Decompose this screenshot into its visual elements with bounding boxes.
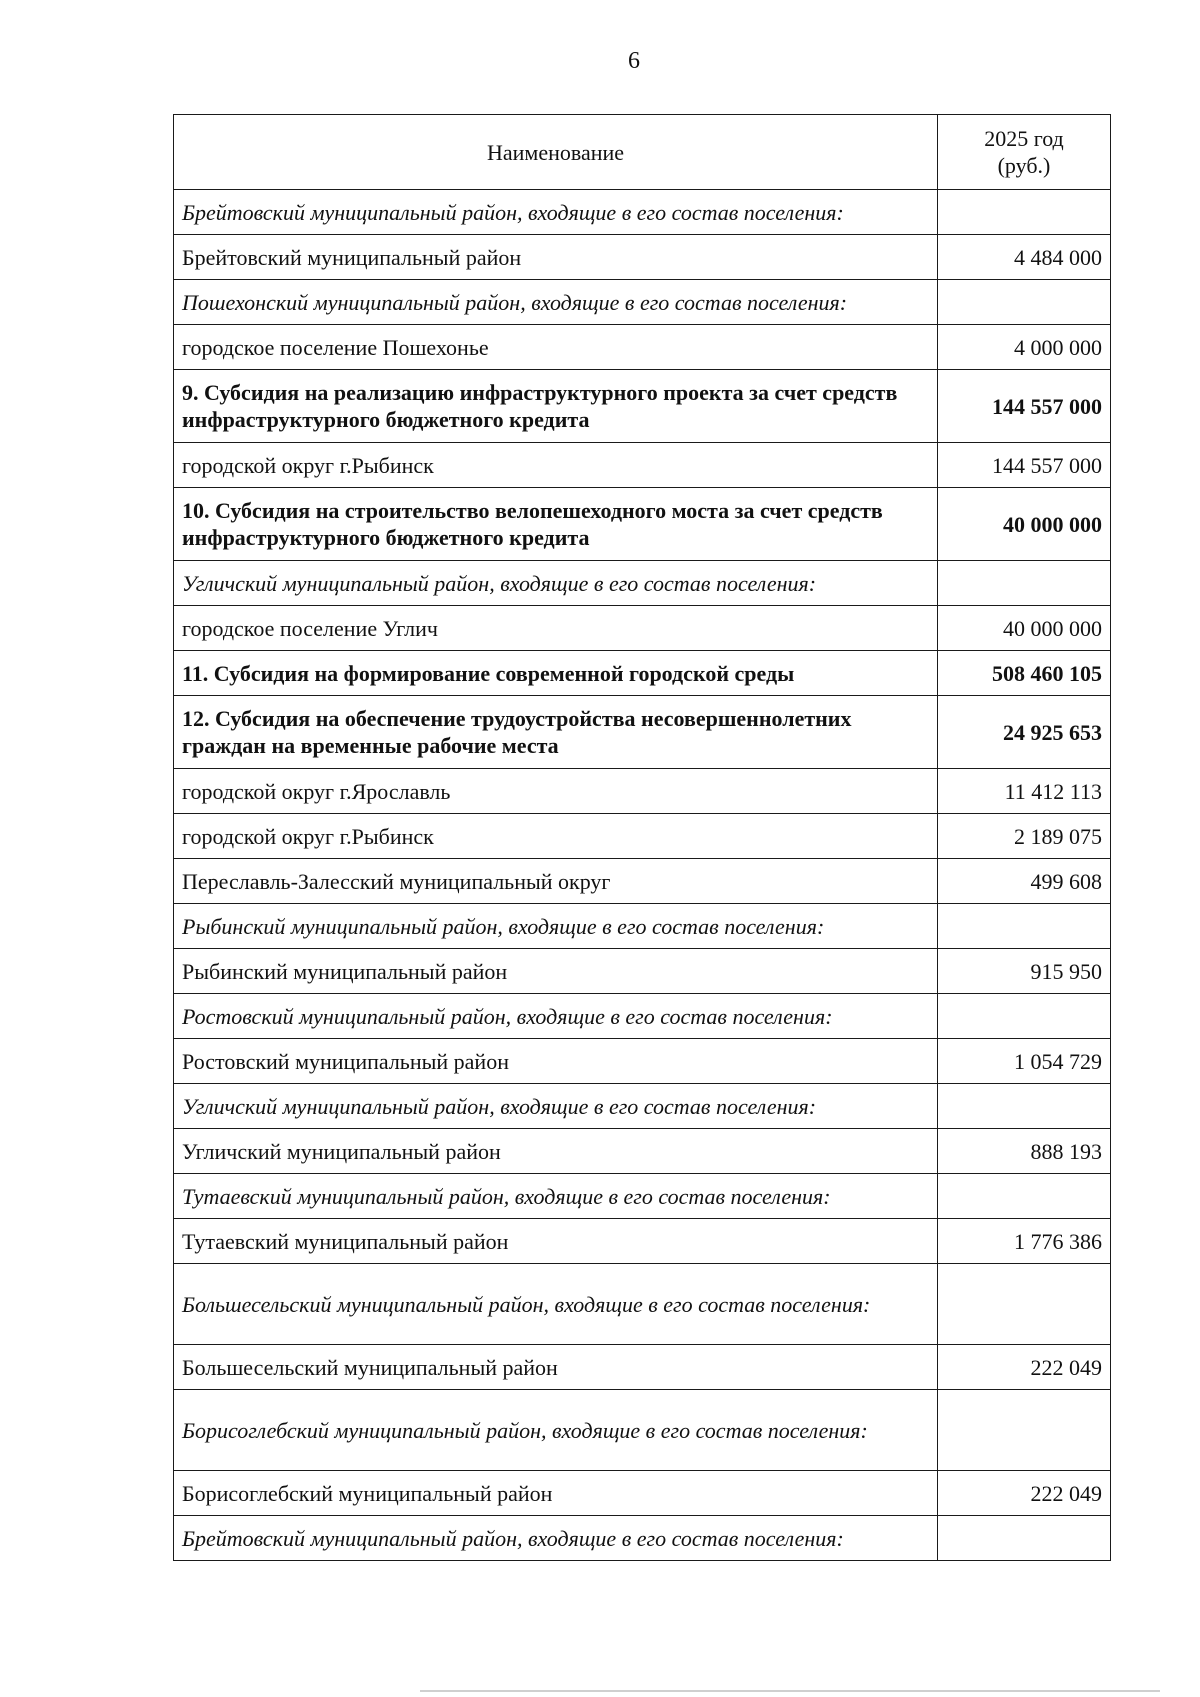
row-name: городское поселение Пошехонье bbox=[174, 325, 938, 370]
section-title: 10. Субсидия на строительство велопешеходного моста за счет средств инфраструктурного бюджетного кредита bbox=[174, 488, 938, 561]
page-number: 6 bbox=[628, 48, 640, 74]
row-name: Рыбинский муниципальный район bbox=[174, 949, 938, 994]
table-row-item bbox=[174, 606, 1111, 651]
scan-edge-line bbox=[420, 1690, 1160, 1692]
row-name: Угличский муниципальный район bbox=[174, 1129, 938, 1174]
table-row-item bbox=[174, 859, 1111, 904]
table-row-district bbox=[174, 1084, 1111, 1129]
column-header-year-label: 2025 год bbox=[984, 126, 1064, 151]
row-name: Переславль-Залесский муниципальный округ bbox=[174, 859, 938, 904]
row-amount bbox=[938, 904, 1111, 949]
section-total: 508 460 105 bbox=[938, 651, 1111, 696]
table-row-district bbox=[174, 994, 1111, 1039]
table-row-item bbox=[174, 769, 1111, 814]
row-name: городской округ г.Рыбинск bbox=[174, 443, 938, 488]
district-heading: Борисоглебский муниципальный район, входящие в его состав поселения: bbox=[174, 1390, 938, 1471]
table-row-district bbox=[174, 904, 1111, 949]
row-amount bbox=[938, 1264, 1111, 1345]
row-name: городское поселение Углич bbox=[174, 606, 938, 651]
row-name: Ростовский муниципальный район bbox=[174, 1039, 938, 1084]
district-heading: Ростовский муниципальный район, входящие в его состав поселения: bbox=[174, 994, 938, 1039]
row-amount bbox=[938, 280, 1111, 325]
column-header-name: Наименование bbox=[174, 115, 938, 190]
row-amount bbox=[938, 1174, 1111, 1219]
table-row-district bbox=[174, 561, 1111, 606]
row-name: Тутаевский муниципальный район bbox=[174, 1219, 938, 1264]
section-total: 144 557 000 bbox=[938, 370, 1111, 443]
row-amount: 888 193 bbox=[938, 1129, 1111, 1174]
section-total: 24 925 653 bbox=[938, 696, 1111, 769]
row-amount: 1 054 729 bbox=[938, 1039, 1111, 1084]
row-amount bbox=[938, 1390, 1111, 1471]
table-row-item bbox=[174, 1219, 1111, 1264]
table-header-row bbox=[174, 115, 1111, 190]
row-amount: 144 557 000 bbox=[938, 443, 1111, 488]
row-amount bbox=[938, 561, 1111, 606]
table-row-section bbox=[174, 488, 1111, 561]
row-name: Борисоглебский муниципальный район bbox=[174, 1471, 938, 1516]
district-heading: Угличский муниципальный район, входящие в его состав поселения: bbox=[174, 561, 938, 606]
row-amount: 1 776 386 bbox=[938, 1219, 1111, 1264]
row-amount bbox=[938, 994, 1111, 1039]
table-row-item bbox=[174, 1129, 1111, 1174]
table-row-district bbox=[174, 1516, 1111, 1561]
budget-table bbox=[173, 114, 1111, 1561]
row-amount: 222 049 bbox=[938, 1345, 1111, 1390]
row-name: городской округ г.Ярославль bbox=[174, 769, 938, 814]
row-amount bbox=[938, 1516, 1111, 1561]
table-row-item bbox=[174, 235, 1111, 280]
row-amount: 2 189 075 bbox=[938, 814, 1111, 859]
district-heading: Угличский муниципальный район, входящие в его состав поселения: bbox=[174, 1084, 938, 1129]
district-heading: Брейтовский муниципальный район, входящие в его состав поселения: bbox=[174, 190, 938, 235]
table-row-item bbox=[174, 325, 1111, 370]
row-amount bbox=[938, 190, 1111, 235]
row-amount: 4 484 000 bbox=[938, 235, 1111, 280]
table-row-item bbox=[174, 1471, 1111, 1516]
table-body bbox=[174, 190, 1111, 1561]
table-row-section bbox=[174, 370, 1111, 443]
table-row-district bbox=[174, 280, 1111, 325]
row-amount bbox=[938, 1084, 1111, 1129]
row-amount: 11 412 113 bbox=[938, 769, 1111, 814]
section-title: 11. Субсидия на формирование современной городской среды bbox=[174, 651, 938, 696]
table-row-section bbox=[174, 651, 1111, 696]
table-row-item bbox=[174, 814, 1111, 859]
district-heading: Рыбинский муниципальный район, входящие в его состав поселения: bbox=[174, 904, 938, 949]
table-row-item bbox=[174, 443, 1111, 488]
table-row-section bbox=[174, 696, 1111, 769]
section-title: 9. Субсидия на реализацию инфраструктурного проекта за счет средств инфраструктурного бюджетного кредита bbox=[174, 370, 938, 443]
district-heading: Тутаевский муниципальный район, входящие в его состав поселения: bbox=[174, 1174, 938, 1219]
row-amount: 499 608 bbox=[938, 859, 1111, 904]
district-heading: Большесельский муниципальный район, входящие в его состав поселения: bbox=[174, 1264, 938, 1345]
section-total: 40 000 000 bbox=[938, 488, 1111, 561]
district-heading: Пошехонский муниципальный район, входящие в его состав поселения: bbox=[174, 280, 938, 325]
column-header-year bbox=[938, 115, 1111, 190]
row-amount: 4 000 000 bbox=[938, 325, 1111, 370]
column-header-unit: (руб.) bbox=[997, 153, 1051, 178]
row-name: Большесельский муниципальный район bbox=[174, 1345, 938, 1390]
table-row-item bbox=[174, 1345, 1111, 1390]
section-title: 12. Субсидия на обеспечение трудоустройства несовершеннолетних граждан на временные рабочие места bbox=[174, 696, 938, 769]
table-row-district bbox=[174, 1390, 1111, 1471]
table-row-district bbox=[174, 1264, 1111, 1345]
table-row-district bbox=[174, 190, 1111, 235]
district-heading: Брейтовский муниципальный район, входящие в его состав поселения: bbox=[174, 1516, 938, 1561]
table-row-item bbox=[174, 949, 1111, 994]
table-row-district bbox=[174, 1174, 1111, 1219]
row-amount: 222 049 bbox=[938, 1471, 1111, 1516]
row-amount: 915 950 bbox=[938, 949, 1111, 994]
row-name: Брейтовский муниципальный район bbox=[174, 235, 938, 280]
row-name: городской округ г.Рыбинск bbox=[174, 814, 938, 859]
row-amount: 40 000 000 bbox=[938, 606, 1111, 651]
table-row-item bbox=[174, 1039, 1111, 1084]
